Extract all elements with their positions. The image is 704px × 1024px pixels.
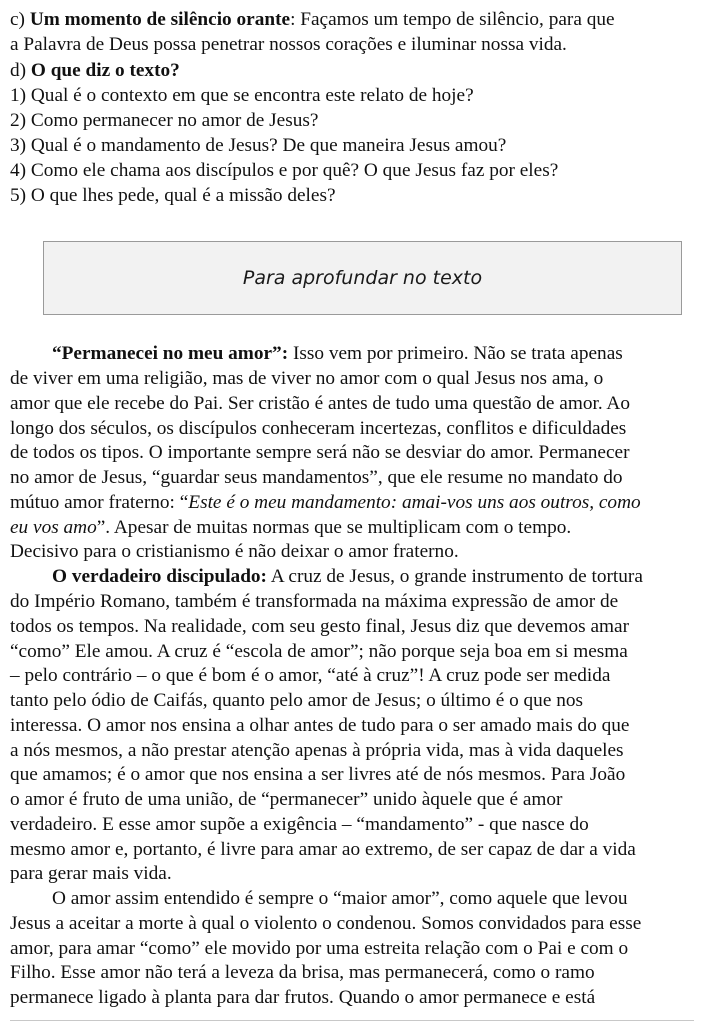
- para1-line: eu vos amo”. Apesar de muitas normas que se multiplicam com o tempo.: [10, 517, 572, 538]
- scripture-quote: Este é o meu mandamento: amai-vos uns aos outros, como: [188, 492, 641, 513]
- para2-lead: O verdadeiro discipulado:: [52, 566, 267, 587]
- para1-line: de viver em uma religião, mas de viver no amor com o qual Jesus nos ama, o: [10, 368, 604, 389]
- para2-line: o amor é fruto de uma união, de “permanecer” unido àquele que é amor: [10, 789, 563, 810]
- section-d-heading: O que diz o texto?: [30, 60, 180, 81]
- para1-line: “Permanecei no meu amor”: Isso vem por primeiro. Não se trata apenas: [52, 343, 623, 364]
- para1-lead: “Permanecei no meu amor”:: [52, 343, 289, 364]
- para2-line: interessa. O amor nos ensina a olhar antes de tudo para o ser amado mais do que: [10, 715, 630, 736]
- scripture-quote: eu vos amo: [10, 517, 97, 538]
- para3-line: Jesus a aceitar a morte à qual o violento o condenou. Somos convidados para esse: [10, 913, 642, 934]
- question-item: 3) Qual é o mandamento de Jesus? De que maneira Jesus amou?: [10, 135, 507, 156]
- para1-line: longo dos séculos, os discípulos conheceram incertezas, conflitos e dificuldades: [10, 418, 627, 439]
- section-c-line-1: c) Um momento de silêncio orante: Façamos um tempo de silêncio, para que: [10, 9, 615, 30]
- question-item: 2) Como permanecer no amor de Jesus?: [10, 110, 319, 131]
- section-c-heading: Um momento de silêncio orante: [29, 9, 291, 30]
- para2-line: a nós mesmos, a não prestar atenção apenas à própria vida, mas à vida daqueles: [10, 740, 624, 761]
- para2-line: mesmo amor e, portanto, é livre para amar ao extremo, de ser capaz de dar a vida: [10, 839, 636, 860]
- para3-line: O amor assim entendido é sempre o “maior amor”, como aquele que levou: [52, 888, 628, 909]
- question-item: 1) Qual é o contexto em que se encontra este relato de hoje?: [10, 85, 474, 106]
- para1-line: no amor de Jesus, “guardar seus mandamentos”, que ele resume no mandato do: [10, 467, 623, 488]
- para1-line: Decisivo para o cristianismo é não deixar o amor fraterno.: [10, 541, 459, 562]
- para2-line: O verdadeiro discipulado: A cruz de Jesus, o grande instrumento de tortura: [52, 566, 643, 587]
- question-item: 4) Como ele chama aos discípulos e por quê? O que Jesus faz por eles?: [10, 160, 559, 181]
- section-c-label: c): [10, 9, 25, 30]
- para3-line: permanece ligado à planta para dar frutos. Quando o amor permanece e está: [10, 987, 596, 1008]
- para2-line: “como” Ele amou. A cruz é “escola de amor”; não porque seja boa em si mesma: [10, 641, 628, 662]
- para1-line: mútuo amor fraterno: “Este é o meu mandamento: amai-vos uns aos outros, como: [10, 492, 641, 513]
- question-item: 5) O que lhes pede, qual é a missão deles?: [10, 185, 336, 206]
- para2-line: que amamos; é o amor que nos ensina a ser livres até de nós mesmos. Para João: [10, 764, 626, 785]
- para2-line: do Império Romano, também é transformada na máxima expressão de amor de: [10, 591, 619, 612]
- para3-line: amor, para amar “como” ele movido por uma estreita relação com o Pai e com o: [10, 938, 629, 959]
- para1-line: de todos os tipos. O importante sempre será não se desviar do amor. Permanecer: [10, 442, 630, 463]
- para2-line: verdadeiro. E esse amor supõe a exigência – “mandamento” - que nasce do: [10, 814, 589, 835]
- para2-line: tanto pelo ódio de Caifás, quanto pelo amor de Jesus; o último é o que nos: [10, 690, 583, 711]
- section-d-heading-line: [10, 59, 688, 83]
- section-title-box: [43, 241, 682, 315]
- page-bottom-rule: [10, 1020, 694, 1021]
- para2-line: todos os tempos. Na realidade, com seu gesto final, Jesus diz que devemos amar: [10, 616, 629, 637]
- para1-line: amor que ele recebe do Pai. Ser cristão é antes de tudo uma questão de amor. Ao: [10, 393, 631, 414]
- section-d-label: d): [10, 60, 27, 81]
- section-c-line-2: a Palavra de Deus possa penetrar nossos corações e iluminar nossa vida.: [10, 34, 567, 55]
- para2-line: – pelo contrário – o que é bom é o amor, “até à cruz”! A cruz pode ser medida: [10, 665, 611, 686]
- para2-line: para gerar mais vida.: [10, 863, 172, 884]
- para3-line: Filho. Esse amor não terá a leveza da brisa, mas permanecerá, como o ramo: [10, 962, 595, 983]
- section-title: Para aprofundar no texto: [242, 267, 483, 289]
